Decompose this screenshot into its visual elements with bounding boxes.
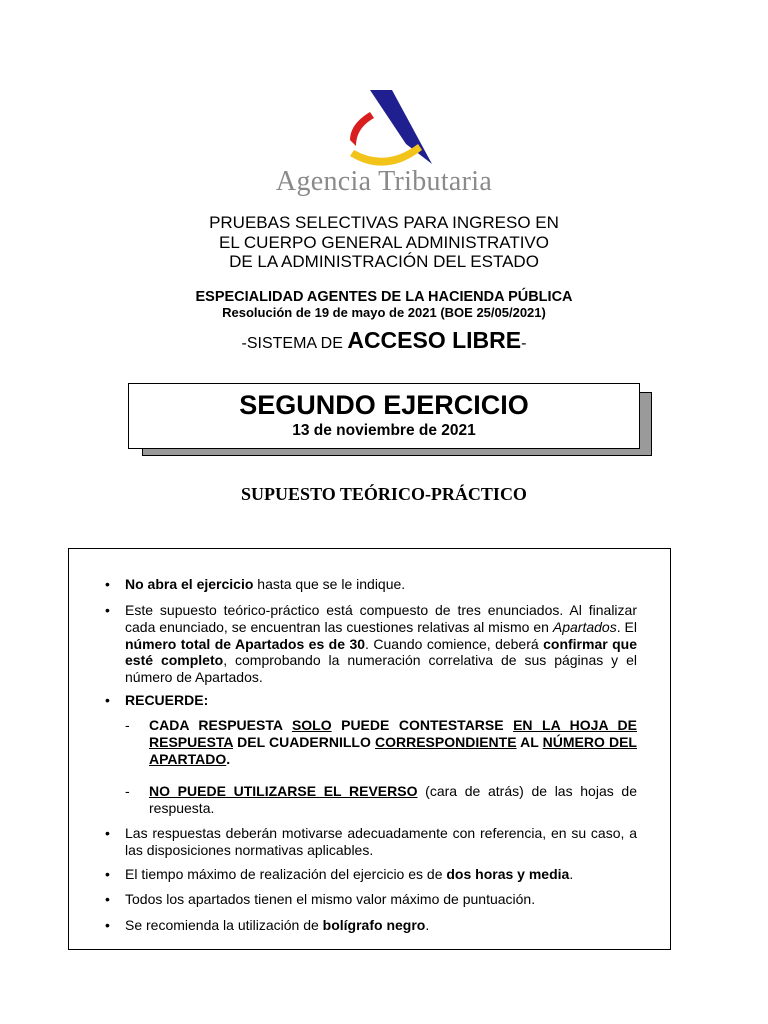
instruction-item: RECUERDE: — [125, 692, 209, 708]
logo-icon — [314, 82, 454, 172]
exercise-title: SEGUNDO EJERCICIO — [239, 390, 529, 420]
bullet: • — [105, 917, 110, 933]
sistema-suffix: - — [521, 335, 527, 352]
heading-line-3: DE LA ADMINISTRACIÓN DEL ESTADO — [229, 252, 539, 271]
instruction-item: No abra el ejercicio hasta que se le indique. — [125, 576, 406, 592]
sistema-prefix: -SISTEMA DE — [241, 335, 348, 352]
sistema-main: ACCESO LIBRE — [347, 327, 522, 353]
instruction-item: Las respuestas deberán motivarse adecuadamente con referencia, en su caso, a las disposiciones normativas aplicables. — [125, 825, 637, 858]
bullet: • — [105, 576, 110, 592]
bullet: • — [105, 825, 110, 841]
heading-line-2: EL CUERPO GENERAL ADMINISTRATIVO — [219, 232, 549, 252]
especialidad: ESPECIALIDAD AGENTES DE LA HACIENDA PÚBLICA — [195, 289, 573, 305]
instruction-subitem: CADA RESPUESTA SOLO PUEDE CONTESTARSE EN LA HOJA DE RESPUESTA DEL CUADERNILLO CORRESPONDIENTE AL NÚMERO DEL APARTADO. — [149, 717, 638, 767]
instructions-box — [68, 548, 671, 950]
bullet: • — [105, 602, 110, 618]
heading-line-1: PRUEBAS SELECTIVAS PARA INGRESO EN — [209, 213, 559, 232]
instruction-item: El tiempo máximo de realización del ejercicio es de dos horas y media. — [125, 866, 574, 882]
instruction-item: Este supuesto teórico-práctico está compuesto de tres enunciados. Al finalizar cada enunciado, se encuentran las cuestiones relativas al mismo en Apartados. El número total de Apartados es de 30. Cuando comience, deberá confirmar que esté completo, comprobando la numeración correlativa de sus páginas y el número de Apartados. — [125, 602, 638, 686]
logo-navy-shape — [370, 90, 432, 164]
sistema-acceso — [0, 327, 768, 354]
bullet: • — [105, 866, 110, 882]
exercise-date: 13 de noviembre de 2021 — [292, 422, 476, 439]
agency-name: Agencia Tributaria — [275, 166, 493, 197]
bullet: • — [105, 692, 110, 708]
dash: - — [125, 783, 130, 799]
bullet: • — [105, 891, 110, 907]
logo-red-shape — [350, 112, 374, 146]
exercise-box — [128, 383, 640, 449]
exam-heading — [0, 213, 768, 272]
instruction-item: Se recomienda la utilización de bolígrafo negro. — [125, 917, 430, 933]
supuesto-title: SUPUESTO TEÓRICO-PRÁCTICO — [241, 484, 527, 504]
dash: - — [125, 717, 130, 733]
instruction-subitem: NO PUEDE UTILIZARSE EL REVERSO (cara de atrás) de las hojas de respuesta. — [149, 783, 637, 816]
resolucion: Resolución de 19 de mayo de 2021 (BOE 25/05/2021) — [222, 305, 546, 320]
instruction-item: Todos los apartados tienen el mismo valor máximo de puntuación. — [125, 891, 536, 907]
